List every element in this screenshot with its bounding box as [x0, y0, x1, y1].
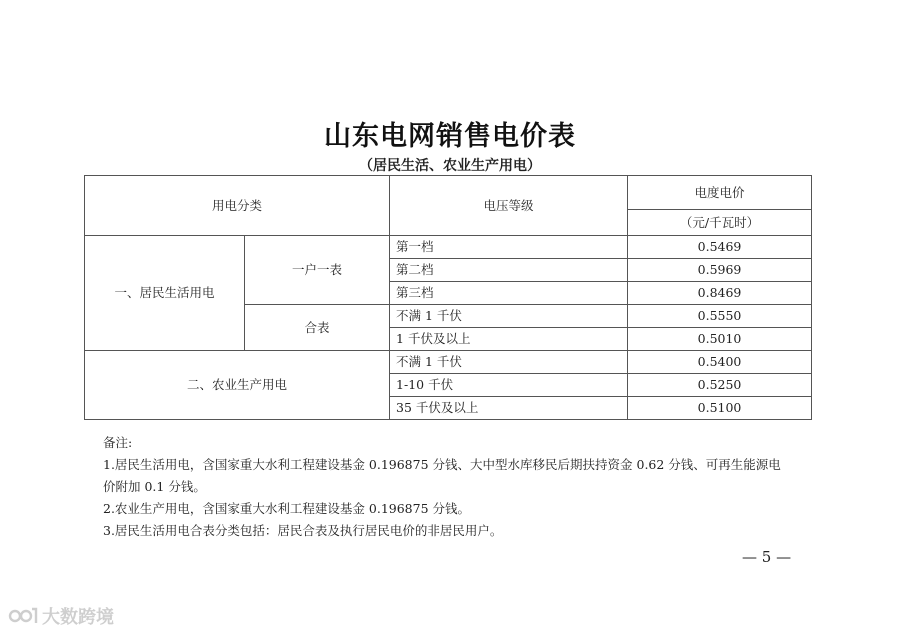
price-value: 0.5469: [628, 236, 812, 259]
table-row: [85, 351, 812, 374]
header-voltage: 电压等级: [390, 176, 628, 236]
voltage-level: 35 千伏及以上: [390, 397, 628, 420]
notes-heading: 备注:: [103, 435, 133, 450]
note-item: 价附加 0.1 分钱。: [103, 479, 206, 494]
price-value: 0.8469: [628, 282, 812, 305]
page-subtitle: （居民生活、农业生产用电）: [359, 158, 541, 174]
watermark-text: 大数跨境: [42, 607, 114, 628]
header-category: 用电分类: [85, 176, 390, 236]
page-number: — 5 —: [742, 548, 792, 566]
table-row: [85, 236, 812, 259]
voltage-level: 不满 1 千伏: [390, 351, 628, 374]
watermark: [8, 604, 114, 628]
price-value: 0.5550: [628, 305, 812, 328]
price-value: 0.5250: [628, 374, 812, 397]
logo-icon: [8, 605, 38, 627]
price-value: 0.5969: [628, 259, 812, 282]
subgroup-name: 一户一表: [245, 236, 390, 305]
note-item: 1.居民生活用电，含国家重大水利工程建设基金 0.196875 分钱、大中型水库移民后期扶持资金 0.62 分钱、可再生能源电: [103, 457, 781, 472]
table-header-row: [85, 176, 812, 210]
price-table: [84, 175, 812, 420]
header-unit: （元/千瓦时）: [628, 210, 812, 236]
group-name: 一、居民生活用电: [85, 236, 245, 351]
voltage-level: 1-10 千伏: [390, 374, 628, 397]
voltage-level: 第三档: [390, 282, 628, 305]
price-value: 0.5010: [628, 328, 812, 351]
page-title: 山东电网销售电价表: [324, 121, 576, 152]
voltage-level: 第一档: [390, 236, 628, 259]
note-item: 3.居民生活用电合表分类包括：居民合表及执行居民电价的非居民用户。: [103, 523, 503, 538]
voltage-level: 第二档: [390, 259, 628, 282]
price-value: 0.5400: [628, 351, 812, 374]
voltage-level: 1 千伏及以上: [390, 328, 628, 351]
note-item: 2.农业生产用电，含国家重大水利工程建设基金 0.196875 分钱。: [103, 501, 471, 516]
price-value: 0.5100: [628, 397, 812, 420]
group-name: 二、农业生产用电: [85, 351, 390, 420]
header-price: 电度电价: [628, 176, 812, 210]
subgroup-name: 合表: [245, 305, 390, 351]
notes-section: [103, 432, 803, 542]
voltage-level: 不满 1 千伏: [390, 305, 628, 328]
